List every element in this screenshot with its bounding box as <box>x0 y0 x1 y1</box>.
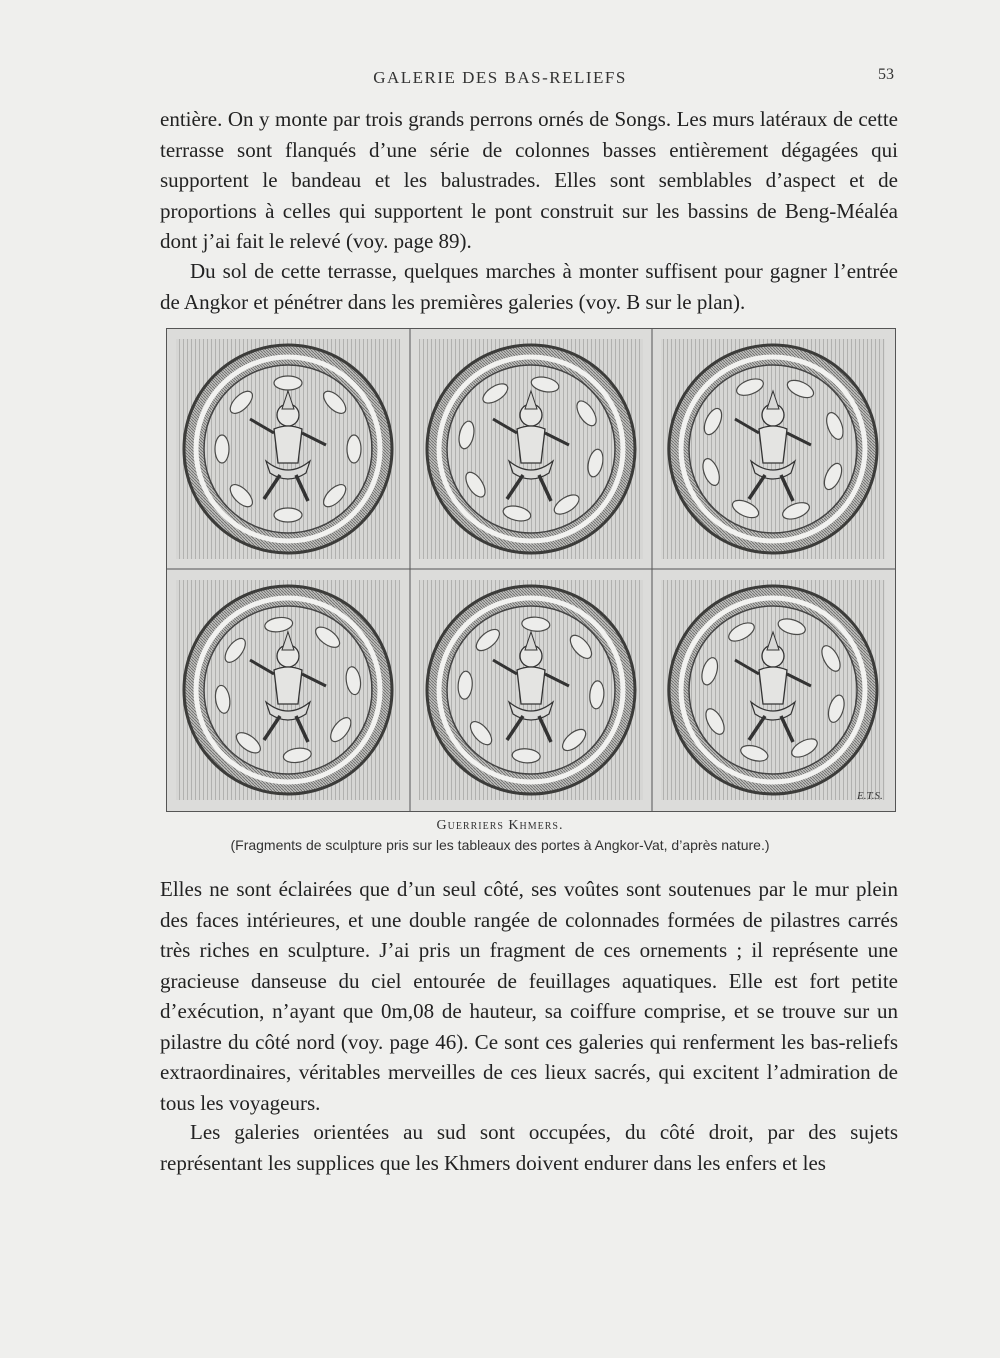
running-header: GALERIE DES BAS-RELIEFS <box>373 68 627 87</box>
figure-caption-text: (Fragments de sculpture pris sur les tableaux des portes à Angkor-Vat, d’après nature.) <box>230 837 770 853</box>
paragraph-2: Du sol de cette terrasse, quelques marches à monter suffisent pour gagner l’entrée de Angkor et pénétrer dans les premières galeries (voy. B sur le plan). <box>160 259 898 314</box>
paragraph-4: Les galeries orientées au sud sont occupées, du côté droit, par des sujets représentant les supplices que les Khmers doivent endurer dans les enfers et les <box>160 1120 898 1175</box>
paragraph-3: Elles ne sont éclairées que d’un seul côté, ses voûtes sont soutenues par le mur plein des faces intérieures, et une double rangée de colonnades formées de pilastres carrés très riches en sculpture. J’ai pris un fragment de ces ornements ; il représente une gracieuse danseuse du ciel entourée de feuillages aquatiques. Elle est fort petite d’exécution, n’ayant que 0m,08 de hauteur, sa coiffure comprise, et se trouve sur un pilastre du côté nord (voy. page 46). Ce sont ces galeries qui renferment les bas-reliefs extraordinaires, véritables merveilles de ces lieux sacrés, qui excitent l’admiration de tous les voyageurs. <box>160 877 898 1115</box>
sculpture-medallion <box>419 339 643 559</box>
engraving-illustration <box>167 329 895 811</box>
page-number: 53 <box>878 66 894 83</box>
sculpture-medallion <box>176 339 400 559</box>
sculpture-medallion <box>661 580 885 800</box>
sculpture-medallion <box>419 580 643 800</box>
engraver-signature: E.T.S. <box>857 790 883 802</box>
figure-caption-title: Guerriers Khmers. <box>436 818 564 833</box>
sculpture-medallion <box>176 580 400 800</box>
paragraph-1: entière. On y monte par trois grands perrons ornés de Songs. Les murs latéraux de cette terrasse sont flanqués d’une série de colonnes basses entièrement dégagées qui supportent le bandeau et les balustrades. Elles sont semblables d’aspect et de proportions à celles qui supportent le pont construit sur les bassins de Beng-Méaléa dont j’ai fait le relevé (voy. page 89). <box>160 107 898 253</box>
engraving-plate <box>166 328 896 812</box>
sculpture-medallion <box>661 339 885 559</box>
